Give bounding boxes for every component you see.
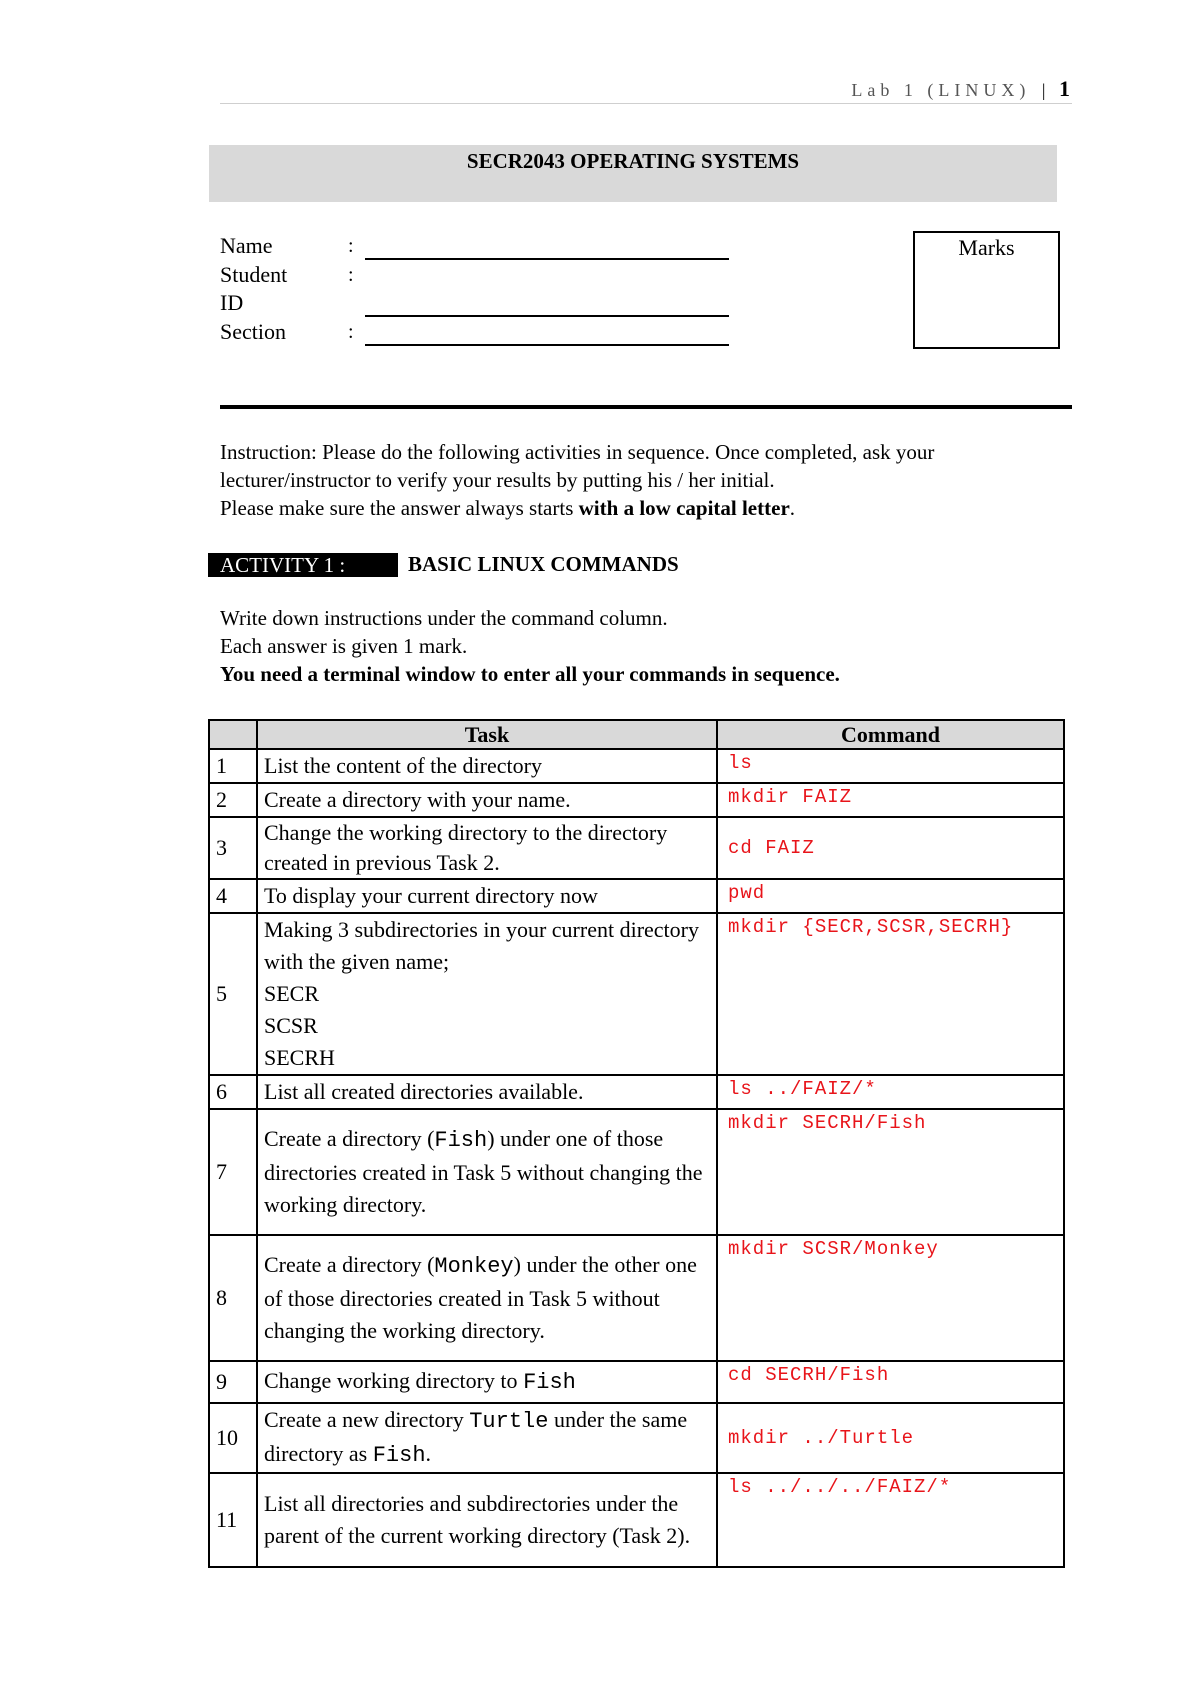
command-cell[interactable]: mkdir FAIZ <box>717 783 1064 817</box>
instruction-line-3-suffix: . <box>789 496 796 520</box>
activity-title: BASIC LINUX COMMANDS <box>408 552 679 576</box>
header-text: Lab 1 (LINUX) <box>851 80 1031 100</box>
student-id-field[interactable] <box>365 315 729 317</box>
task-text: Create a new directory <box>264 1407 470 1432</box>
section-field[interactable] <box>365 344 729 346</box>
task-code: Fish <box>372 1443 426 1468</box>
student-id-colon: : <box>348 264 354 286</box>
name-colon: : <box>348 235 354 257</box>
task-table <box>208 719 1065 1568</box>
header-command: Command <box>717 720 1064 749</box>
table-row <box>209 749 1064 783</box>
table-row <box>209 783 1064 817</box>
task-cell: List all directories and subdirectories under the parent of the current working directory (Task 2). <box>257 1473 717 1567</box>
instruction-emphasis: with a low capital letter <box>578 496 790 520</box>
task-text: . <box>425 1441 432 1466</box>
marks-label: Marks <box>958 235 1015 260</box>
directions-line-2: Each answer is given 1 mark. <box>220 634 468 658</box>
task-text: ) under one of those directories created in Task 5 without changing the working directory. <box>264 1126 703 1217</box>
task-text: under the same directory as <box>264 1407 688 1466</box>
header-number <box>209 720 257 749</box>
task-code: Turtle <box>469 1409 549 1434</box>
row-number: 4 <box>209 879 257 913</box>
task-text: ) under the other one of those directories created in Task 5 without changing the working directory. <box>264 1252 697 1343</box>
table-row <box>209 817 1064 879</box>
table-row <box>209 1403 1064 1473</box>
row-number: 11 <box>209 1473 257 1567</box>
name-label: Name <box>220 233 273 258</box>
instruction-line-3-prefix: Please make sure the answer always starts <box>220 496 579 520</box>
directions <box>220 604 1080 688</box>
row-number: 3 <box>209 817 257 879</box>
instruction-line-3 <box>220 494 1080 522</box>
command-cell[interactable]: mkdir SCSR/Monkey <box>717 1235 1064 1361</box>
id-label: ID <box>220 290 244 315</box>
task-cell <box>257 913 717 1075</box>
instruction-line-2: lecturer/instructor to verify your results by putting his / her initial. <box>220 468 775 492</box>
table-row <box>209 1235 1064 1361</box>
command-cell[interactable]: cd SECRH/Fish <box>717 1361 1064 1403</box>
command-cell[interactable]: mkdir {SECR,SCSR,SECRH} <box>717 913 1064 1075</box>
row-number: 8 <box>209 1235 257 1361</box>
header-separator: | <box>1041 80 1046 100</box>
directions-line-1: Write down instructions under the command column. <box>220 606 668 630</box>
task-text: Create a directory ( <box>264 1252 435 1277</box>
table-row <box>209 1473 1064 1567</box>
section-label: Section <box>220 319 286 344</box>
command-cell[interactable]: mkdir ../Turtle <box>717 1403 1064 1473</box>
command-cell[interactable]: pwd <box>717 879 1064 913</box>
task-cell <box>257 1403 717 1473</box>
command-cell[interactable]: ls ../../../FAIZ/* <box>717 1473 1064 1567</box>
task-cell: List the content of the directory <box>257 749 717 783</box>
command-cell[interactable]: ls <box>717 749 1064 783</box>
task-cell <box>257 1109 717 1235</box>
table-row <box>209 1361 1064 1403</box>
row-number: 9 <box>209 1361 257 1403</box>
row-number: 2 <box>209 783 257 817</box>
table-row <box>209 1109 1064 1235</box>
row-number: 10 <box>209 1403 257 1473</box>
task-line: SECR <box>264 981 320 1006</box>
section-divider <box>220 405 1072 409</box>
task-code: Fish <box>523 1370 576 1395</box>
instruction <box>220 438 1080 522</box>
table-header-row <box>209 720 1064 749</box>
row-number: 6 <box>209 1075 257 1109</box>
directions-line-3: You need a terminal window to enter all your commands in sequence. <box>220 662 840 686</box>
task-text: Change working directory to <box>264 1368 524 1393</box>
row-number: 7 <box>209 1109 257 1235</box>
task-text: Create a directory ( <box>264 1126 435 1151</box>
instruction-line-1: Instruction: Please do the following activities in sequence. Once completed, ask your <box>220 440 935 464</box>
row-number: 1 <box>209 749 257 783</box>
task-line: SCSR <box>264 1013 318 1038</box>
command-cell[interactable]: cd FAIZ <box>717 817 1064 879</box>
row-number: 5 <box>209 913 257 1075</box>
page-number: 1 <box>1059 76 1070 101</box>
task-line: SECRH <box>264 1045 335 1070</box>
name-field[interactable] <box>365 258 729 260</box>
task-code: Fish <box>434 1128 488 1153</box>
task-cell: To display your current directory now <box>257 879 717 913</box>
task-cell <box>257 1361 717 1403</box>
task-code: Monkey <box>434 1254 514 1279</box>
task-cell: List all created directories available. <box>257 1075 717 1109</box>
header-rule <box>220 103 1072 104</box>
page-header <box>220 76 1070 102</box>
marks-box <box>913 231 1060 349</box>
activity-tag: ACTIVITY 1 : <box>208 553 398 577</box>
section-colon: : <box>348 321 354 343</box>
task-cell: Create a directory with your name. <box>257 783 717 817</box>
task-cell: Change the working directory to the directory created in previous Task 2. <box>257 817 717 879</box>
task-line: Making 3 subdirectories in your current directory with the given name; <box>264 917 699 974</box>
header-task: Task <box>257 720 717 749</box>
command-cell[interactable]: ls ../FAIZ/* <box>717 1075 1064 1109</box>
table-row <box>209 1075 1064 1109</box>
table-row <box>209 913 1064 1075</box>
task-cell <box>257 1235 717 1361</box>
table-row <box>209 879 1064 913</box>
command-cell[interactable]: mkdir SECRH/Fish <box>717 1109 1064 1235</box>
course-title: SECR2043 OPERATING SYSTEMS <box>209 145 1057 202</box>
student-label: Student <box>220 262 288 287</box>
